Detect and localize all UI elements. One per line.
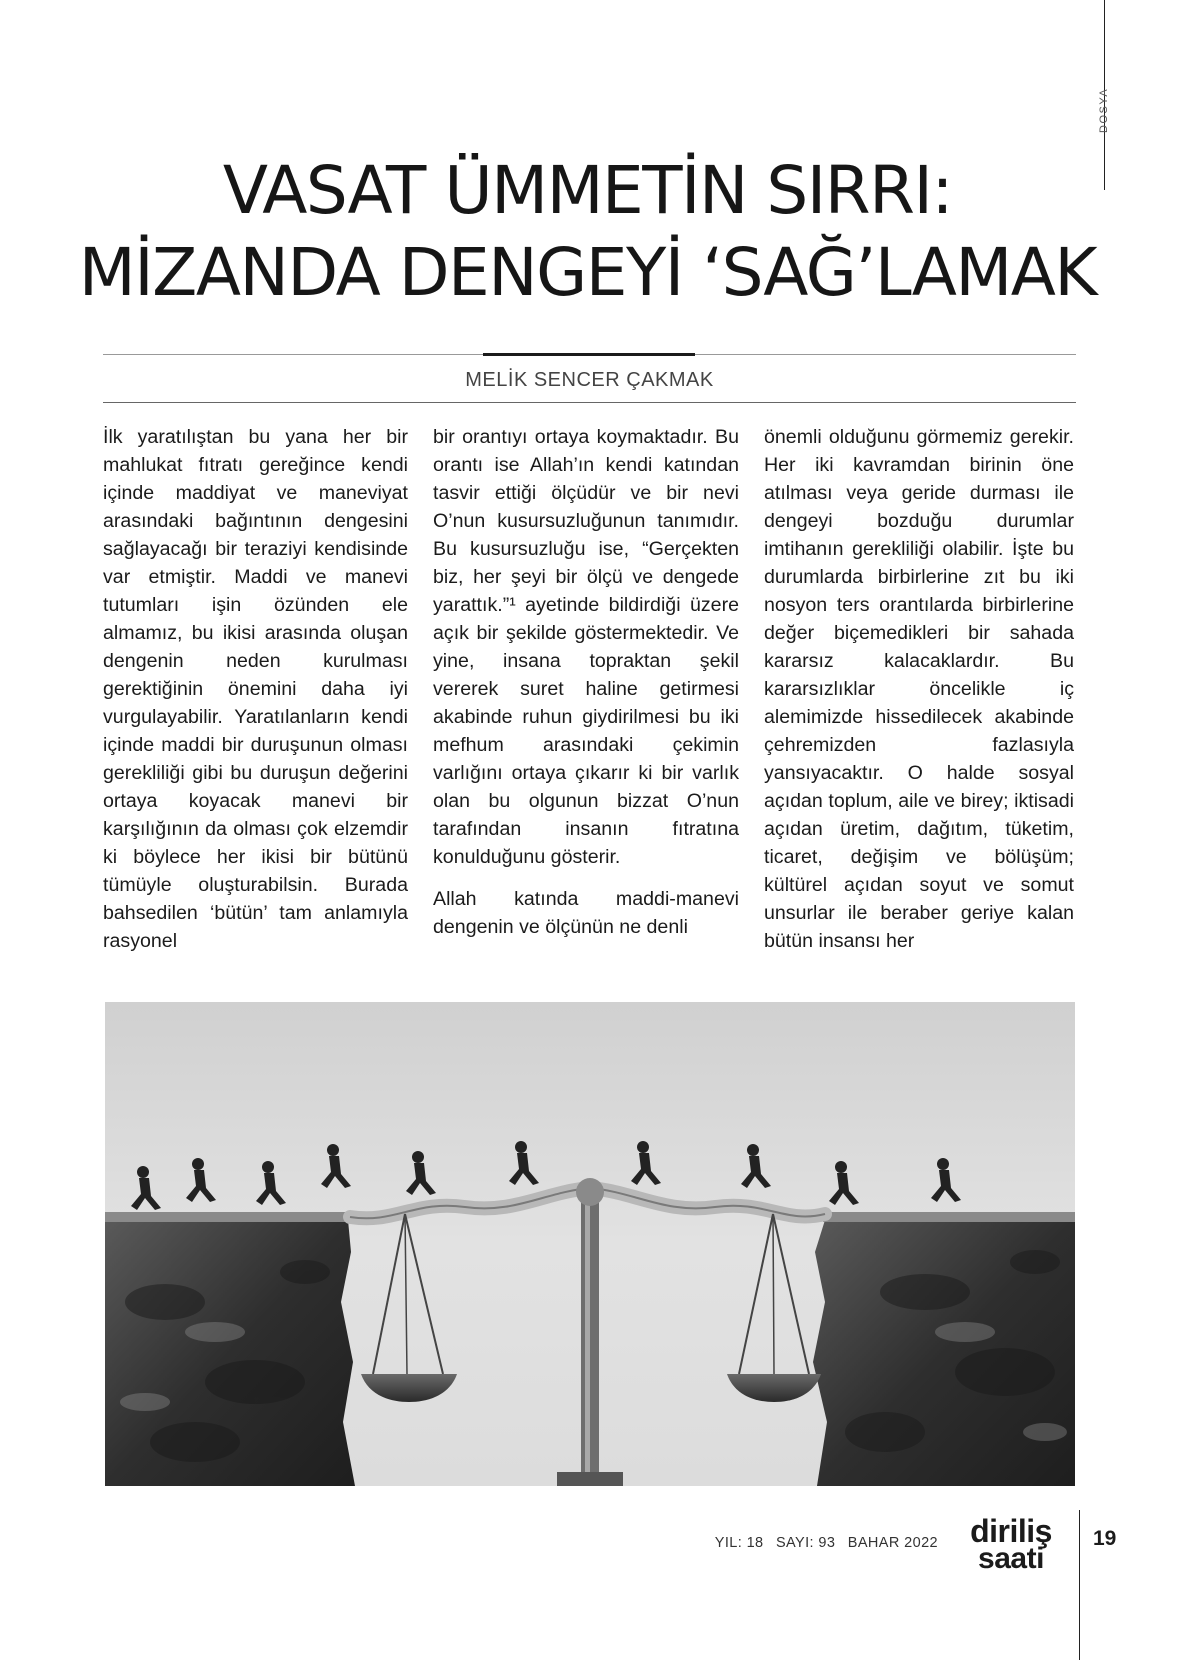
title-line-1: VASAT ÜMMETİN SIRRI: <box>222 152 953 229</box>
logo-line-2: saati <box>978 1542 1044 1575</box>
paragraph: Allah katında maddi-manevi dengenin ve ölçünün ne denli <box>433 888 739 938</box>
magazine-logo <box>961 1513 1061 1575</box>
page-number: 19 <box>1093 1527 1117 1550</box>
scale-bridge-illustration <box>105 1002 1075 1486</box>
issue-number: SAYI: 93 <box>775 1535 836 1551</box>
issue-info <box>690 1535 938 1551</box>
article-photo <box>105 1002 1075 1486</box>
title-line-2: MİZANDA DENGEYİ ‘SAĞ’LAMAK <box>78 234 1097 311</box>
text-column-1 <box>103 423 408 969</box>
author-bottom-rule <box>103 402 1076 403</box>
paragraph: İlk yaratılıştan bu yana her bir mahlukat fıtratı gereğince kendi içinde maddiyat ve maneviyat arasındaki bağıntının dengesini sağlayacağı bir teraziyi kendisinde var etmiştir. Maddi ve manevi tutumları işin özünden ele almamız, bu ikisi arasında oluşan dengenin neden kurulması gerektiğinin önemini daha iyi vurgulayabilir. Yaratılanların kendi içinde maddi bir duruşunun olması gerekliliği gibi bu duruşun değerini ortaya koyacak manevi bir karşılığının da olması çok elzemdir ki böylece her ikisi bir bütünü tümüyle oluşturabilsin. Burada bahsedilen ‘bütün’ tam anlamıyla rasyonel <box>103 426 408 952</box>
text-column-2 <box>433 423 739 955</box>
paragraph: önemli olduğunu görmemiz gerekir. Her iki kavramdan birinin öne atılması veya geride durması ile dengeyi bozduğu durumlar imtihanın gerekliliği olabilir. İşte bu durumlarda birbirlerine zıt bu iki nosyon ters orantılarda birbirlerine değer biçemedikleri bir sahada kararsız kalacaklardır. Bu kararsızlıklar öncelikle iç alemimizde hissedilecek akabinde çehremizden fazlasıyla yansıyacaktır. O halde sosyal açıdan toplum, aile ve birey; iktisadi açıdan üretim, dağıtım, tüketim, ticaret, değişim ve bölüşüm; kültürel açıdan soyut ve somut unsurlar ile beraber geriye kalan bütün insansı her <box>764 426 1074 952</box>
logo-line-1: diriliş <box>970 1513 1052 1549</box>
footer-vertical-rule <box>1079 1510 1080 1660</box>
issue-season: BAHAR 2022 <box>847 1535 938 1551</box>
author-top-rule-accent <box>483 353 695 356</box>
author-name: MELİK SENCER ÇAKMAK <box>465 369 714 391</box>
article-title <box>60 150 1115 314</box>
text-column-3 <box>764 423 1074 969</box>
paragraph: bir orantıyı ortaya koymaktadır. Bu orantı ise Allah’ın kendi katından tasvir ettiği ölçüdür ve bir nevi O’nun kusursuzluğunun tanımıdır. Bu kusursuzluğu ise, “Gerçekten biz, her şeyi bir ölçü ve dengede yarattık.”¹ ayetinde bildirdiği üzere açık bir şekilde göstermektedir. Ve yine, insana topraktan şekil vererek suret haline getirmesi akabinde ruhun giydirilmesi bu iki mefhum arasındaki çekimin varlığını ortaya çıkarır ki bir varlık olan bu olgunun bizzat O’nun tarafından insanın fıtratına konulduğunu gösterir. <box>433 426 739 868</box>
issue-year: YIL: 18 <box>714 1535 764 1551</box>
section-tag: DOSYA <box>1098 87 1110 133</box>
